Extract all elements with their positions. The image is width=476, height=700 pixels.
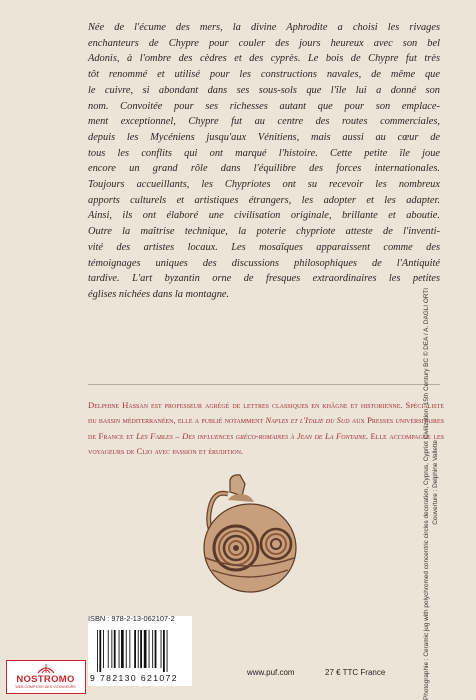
barcode-bar [152,630,153,668]
description-line: depuis les Mycéniens jusqu'aux Vénitiens, mais aussi au cœur de [88,131,440,143]
description-line: Adonis, à l'ombre des cèdres et des cyprès. Le bois de Chypre fut très [88,53,440,65]
nostromo-logo [6,660,86,694]
barcode-bar [103,630,104,668]
description-line: enchanteurs de Chypre pour couler des jours heureux avec son bel [88,37,440,49]
barcode-digits: 9 782130 621072 [90,673,178,683]
barcode-bar [119,630,120,668]
barcode-bar [134,630,136,668]
description-line: tôt renommé et utilisé pour les constructions navales, de même que [88,69,440,81]
author-bio-part-1: Delphine Hassan est professeur agrégé de lettres classiques en khâgne et historienne. Spécialiste du bassin méditerranéen, elle a publié notamment [88,400,444,426]
barcode-bar [129,630,130,668]
description-line: apports culturels et artistiques étrangers, les adopter et les adapter. [88,194,440,206]
isbn-text: ISBN : 978-2-13-062107-2 [88,614,175,623]
author-bio [88,398,444,460]
author-bio-part-2: aux Presses universitaires de France et [88,415,444,441]
photo-credit [422,288,476,700]
description-line: Outre la maîtrise technique, la poterie chypriote atteste de l'inventi- [88,226,440,238]
book-title-naples: Naples et l'Italie du Sud [265,415,350,426]
cover-credit-line: Couverture : Delphine Vallette [432,440,439,525]
description-line: Ainsi, ils ont élaboré une civilisation originale, brillante et aboutie. [88,210,440,222]
barcode-bar [140,630,142,668]
barcode-bar [121,630,124,668]
barcode-bar [161,630,162,668]
barcode-bar [114,630,116,668]
barcode-bar [111,630,112,668]
barcode-bar [144,630,147,668]
description-line: encore un grand rôle dans l'équilibre des forces internationales. [88,163,440,175]
barcode-bar [163,630,165,672]
barcode-bar [155,630,157,668]
logo-tagline: WEB COMPTOIR DES VOYAGEURS [15,685,76,689]
description-line: le cuivre, si abondant dans ses sous-sols que l'île lui a donné son [88,84,440,96]
description-line: Née de l'écume des mers, la divine Aphrodite a choisi les rivages [88,22,440,33]
barcode-bar [167,630,168,672]
divider [88,384,440,385]
barcode-bar [108,630,109,668]
price-text: 27 € TTC France [325,668,386,677]
description-line: témoignages uniques des discussions philosophiques de l'Antiquité [88,257,440,269]
barcode-bar [126,630,127,668]
description-line: Toujours accueillants, les Chypriotes ont su recevoir les nombreux [88,179,440,191]
publisher-url: www.puf.com [247,668,295,677]
ceramic-jug-image [188,470,306,602]
author-bio-part-3: . Elle accompagne les voyageurs de Clio avec passion et érudition. [88,430,445,457]
description-line: tardive. L'art byzantin orne de fresques extraordinaires les petites [88,273,440,285]
logo-name: NOSTROMO [16,674,75,685]
barcode-bar [138,630,139,668]
description-line: tous les conflits qui ont marqué l'histoire. Cette petite île joue [88,147,440,159]
description-text [88,20,440,303]
description-line: nom. Convoitée pour ses richesses autant que pour son emplace- [88,100,440,112]
photo-credit-line: Photographie : Ceramic jug with polychromed concentric circles decoration, Cyprus, Cypriot Civilization, 15th Century BC © DEA / A. DAGLI ORTI [423,288,430,700]
barcode-bar [97,630,98,672]
barcode-icon [97,630,187,672]
description-line: églises nichées dans la montagne. [88,288,230,300]
barcode-bar [149,630,150,668]
description-line: vité des artistes locaux. Les mosaïques apparaissent comme des [88,241,440,253]
barcode-bar [99,630,101,672]
globe-icon [36,662,56,674]
book-title-fables: Les Fables – Des influences gréco-romaines à Jean de La Fontaine [136,430,366,441]
description-line: ment exceptionnel, Chypre fut au centre des routes commerciales, [88,116,440,128]
